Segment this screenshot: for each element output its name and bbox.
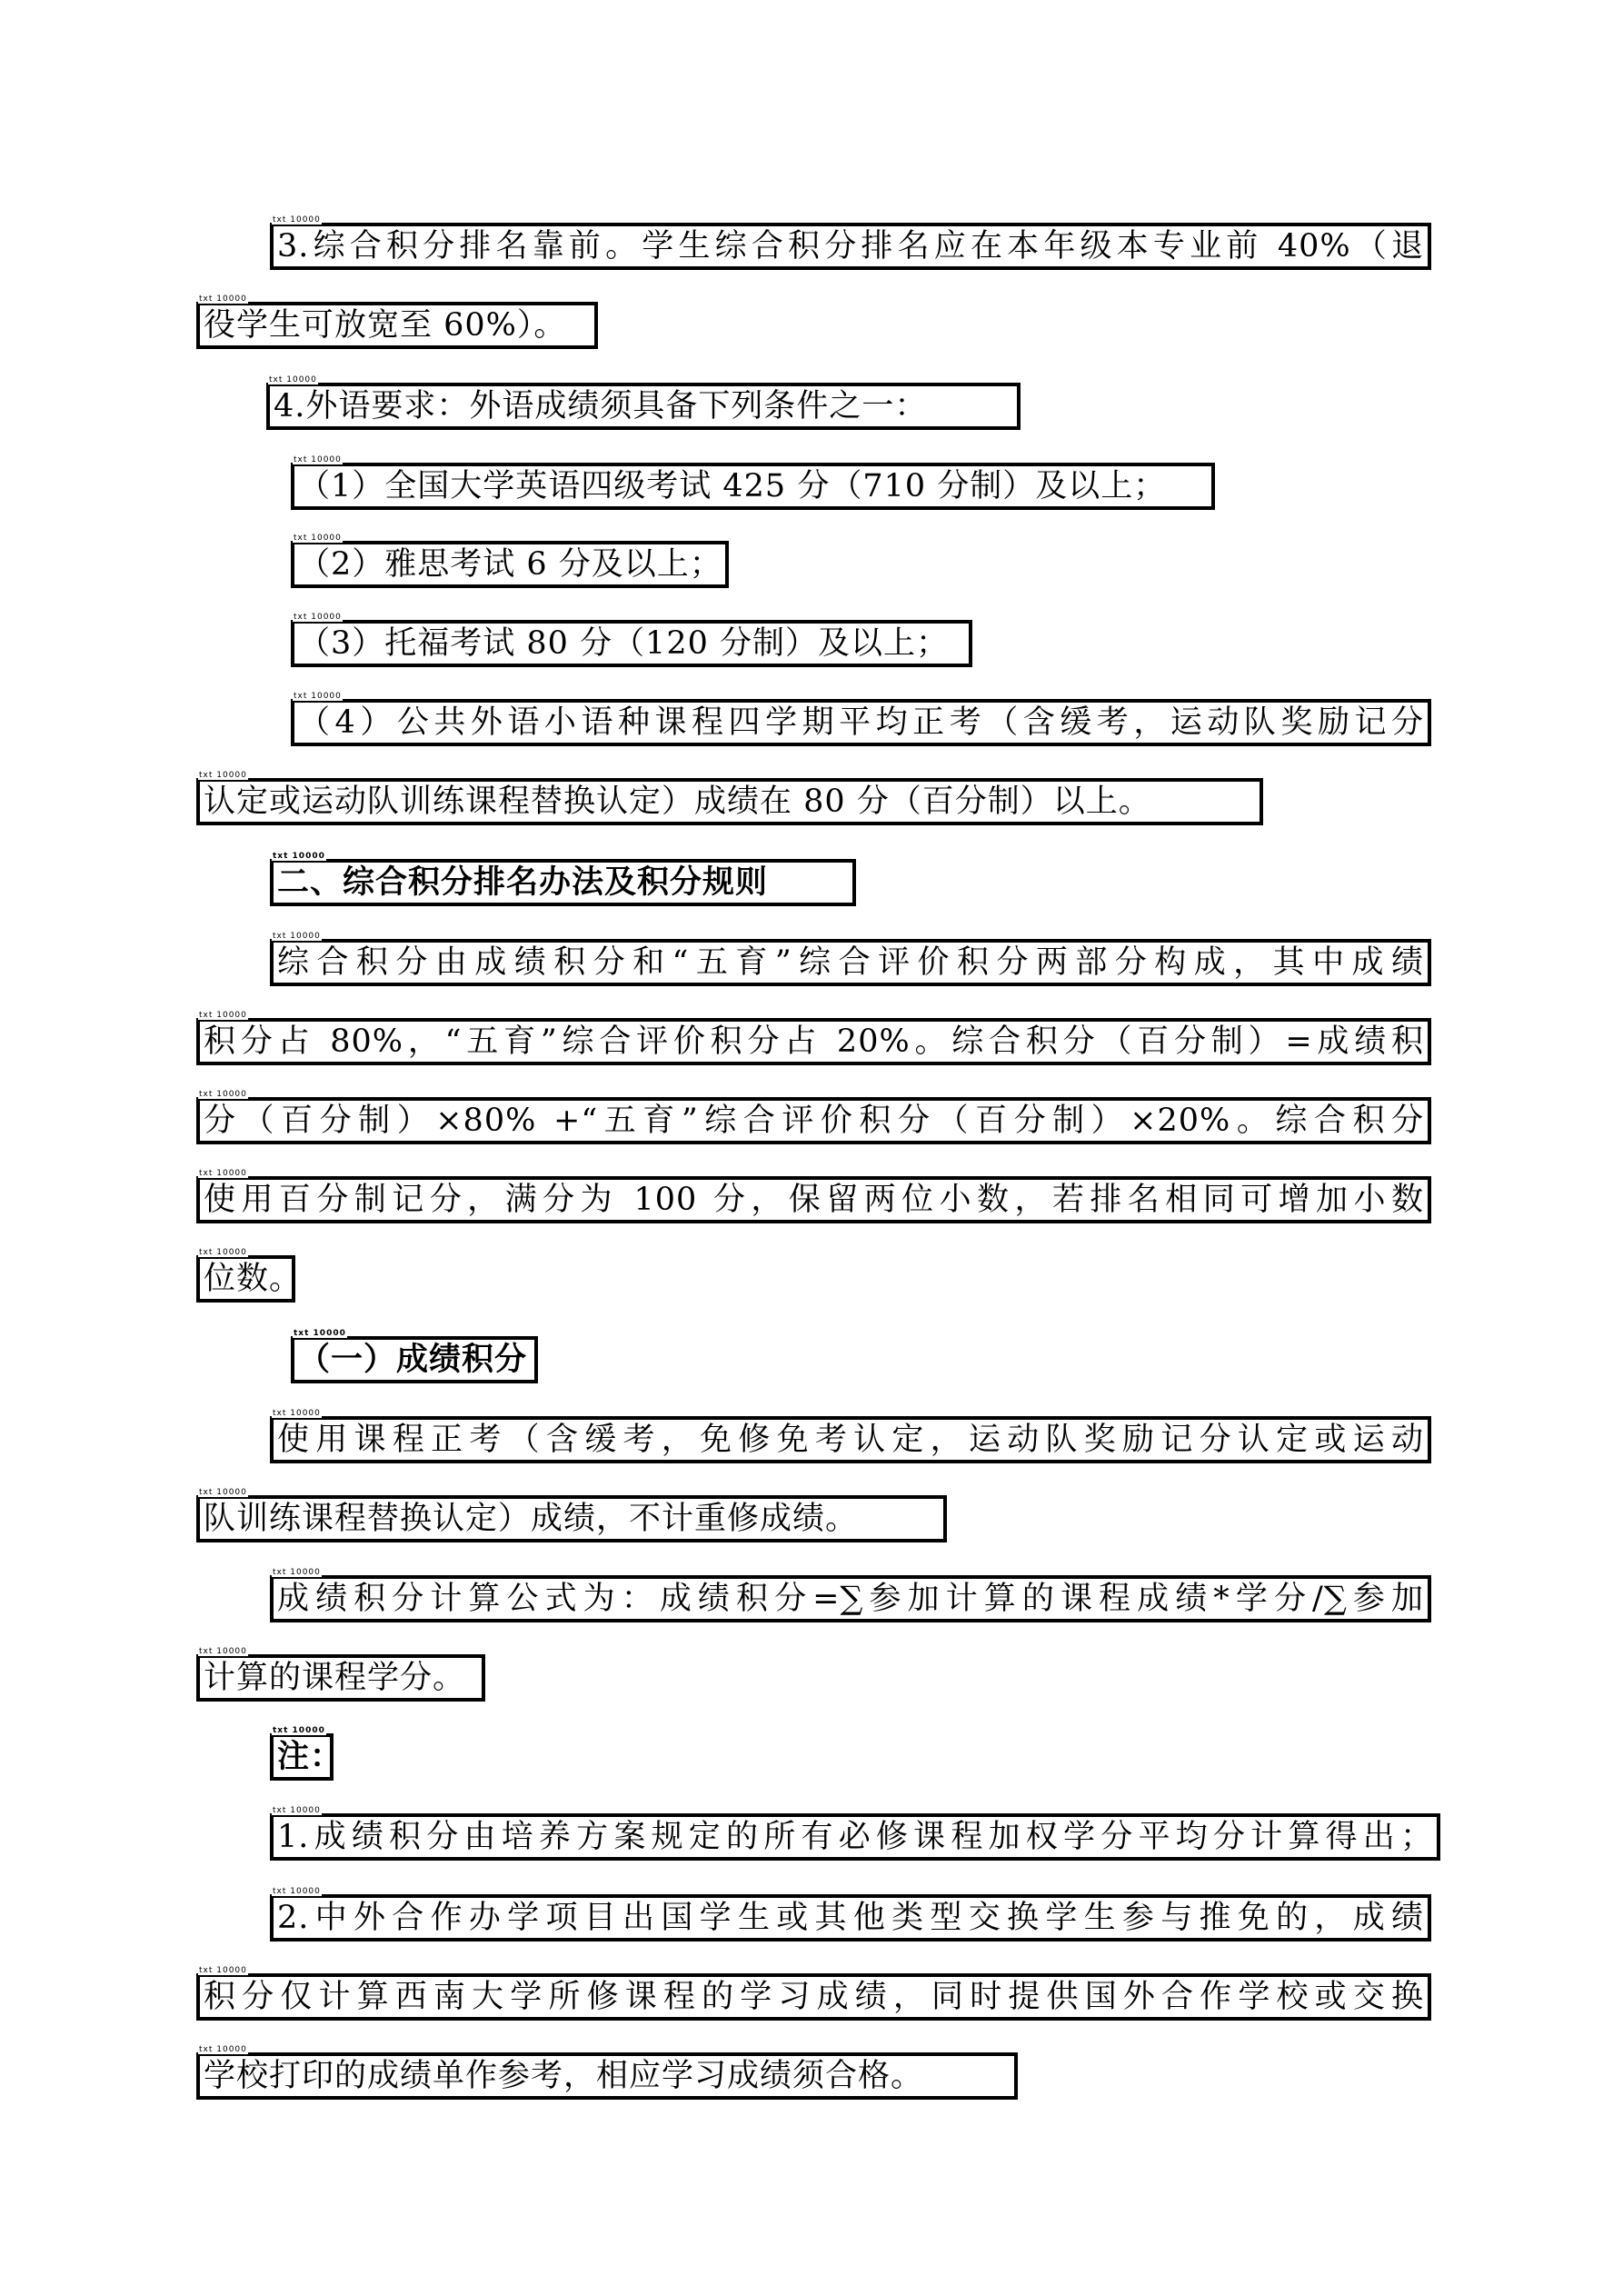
line-text: 使用课程正考（含缓考，免修免考认定，运动队奖励记分认定或运动 (277, 1422, 1424, 1458)
ocr-tag: txt 10000 (273, 1409, 321, 1418)
line-text: 队训练课程替换认定）成绩，不计重修成绩。 (204, 1501, 859, 1537)
line-text: 1.成绩积分由培养方案规定的所有必修课程加权学分平均分计算得出； (277, 1819, 1433, 1855)
ocr-tag: txt 10000 (199, 1090, 247, 1099)
line-text: 役学生可放宽至 60%）。 (204, 307, 567, 344)
ocr-tag: txt 10000 (273, 1806, 321, 1815)
ocr-tag: txt 10000 (199, 2045, 247, 2054)
section-heading (270, 852, 856, 906)
line-text: （3）托福考试 80 分（120 分制）及以上； (298, 625, 949, 662)
text-line (196, 1011, 1431, 1065)
ocr-tag: txt 10000 (199, 1169, 247, 1178)
ocr-tag: txt 10000 (199, 1647, 247, 1656)
text-line (196, 1966, 1431, 2021)
text-line (291, 692, 1431, 746)
text-line (270, 1887, 1431, 1942)
ocr-tag: txt 10000 (273, 1887, 321, 1896)
ocr-tag: txt 10000 (269, 375, 317, 384)
ocr-tag: txt 10000 (294, 692, 342, 701)
text-line (266, 375, 1021, 430)
line-text: 2.中外合作办学项目出国学生或其他类型交换学生参与推免的，成绩 (277, 1900, 1424, 1936)
line-text: 3.综合积分排名靠前。学生综合积分排名应在本年级本专业前 40%（退 (277, 228, 1424, 265)
ocr-tag: txt 10000 (273, 215, 321, 225)
ocr-tag: txt 10000 (273, 932, 321, 941)
text-line (196, 771, 1263, 825)
line-text: 成绩积分计算公式为：成绩积分=∑参加计算的课程成绩*学分/∑参加 (277, 1581, 1424, 1617)
ocr-tag: txt 10000 (294, 1329, 346, 1338)
ocr-tag: txt 10000 (294, 613, 342, 622)
ocr-tag: txt 10000 (294, 534, 342, 543)
line-text: 积分占 80%，“五育”综合评价积分占 20%。综合积分（百分制）=成绩积 (204, 1023, 1424, 1060)
line-text: （4）公共外语小语种课程四学期平均正考（含缓考，运动队奖励记分 (298, 704, 1424, 741)
line-text: 分（百分制）×80% +“五育”综合评价积分（百分制）×20%。综合积分 (204, 1103, 1424, 1139)
ocr-tag: txt 10000 (199, 1248, 247, 1257)
line-text: 位数。 (204, 1261, 303, 1297)
ocr-tag: txt 10000 (199, 1966, 247, 1975)
text-line (196, 294, 598, 349)
line-text: 学校打印的成绩单作参考，相应学习成绩须合格。 (204, 2058, 924, 2094)
line-text: 综合积分由成绩积分和“五育”综合评价积分两部分构成，其中成绩 (277, 944, 1424, 981)
text-line (196, 1090, 1431, 1144)
text-line (196, 1248, 303, 1303)
text-line (270, 932, 1431, 986)
text-line (270, 215, 1431, 270)
text-line (291, 613, 972, 667)
ocr-tag: txt 10000 (199, 771, 247, 780)
line-text: （1）全国大学英语四级考试 425 分（710 分制）及以上； (298, 468, 1167, 504)
line-text: （一）成绩积分 (298, 1342, 528, 1378)
ocr-tag: txt 10000 (199, 1011, 247, 1020)
subsection-heading (291, 1329, 538, 1383)
ocr-tag: txt 10000 (199, 294, 247, 304)
text-line (291, 455, 1215, 510)
line-text: 积分仅计算西南大学所修课程的学习成绩，同时提供国外合作学校或交换 (204, 1979, 1424, 2015)
line-text: （2）雅思考试 6 分及以上； (298, 546, 722, 583)
text-line (291, 534, 729, 588)
text-line (196, 1647, 485, 1702)
line-text: 二、综合积分排名办法及积分规则 (277, 864, 769, 901)
text-line (270, 1806, 1440, 1861)
ocr-tag: txt 10000 (273, 852, 325, 861)
text-line (196, 1488, 947, 1542)
ocr-tag: txt 10000 (273, 1568, 321, 1577)
text-line (196, 1169, 1431, 1223)
ocr-tag: txt 10000 (273, 1726, 325, 1735)
text-line (270, 1568, 1431, 1622)
ocr-tag: txt 10000 (199, 1488, 247, 1497)
ocr-tag: txt 10000 (294, 455, 342, 464)
line-text: 计算的课程学分。 (204, 1660, 466, 1696)
line-text: 注： (277, 1739, 344, 1775)
line-text: 认定或运动队训练课程替换认定）成绩在 80 分（百分制）以上。 (204, 784, 1151, 820)
note-heading (270, 1726, 344, 1781)
line-text: 4.外语要求：外语成绩须具备下列条件之一： (274, 388, 928, 424)
text-line (196, 2045, 1018, 2100)
text-line (270, 1409, 1431, 1463)
line-text: 使用百分制记分，满分为 100 分，保留两位小数，若排名相同可增加小数 (204, 1182, 1424, 1218)
